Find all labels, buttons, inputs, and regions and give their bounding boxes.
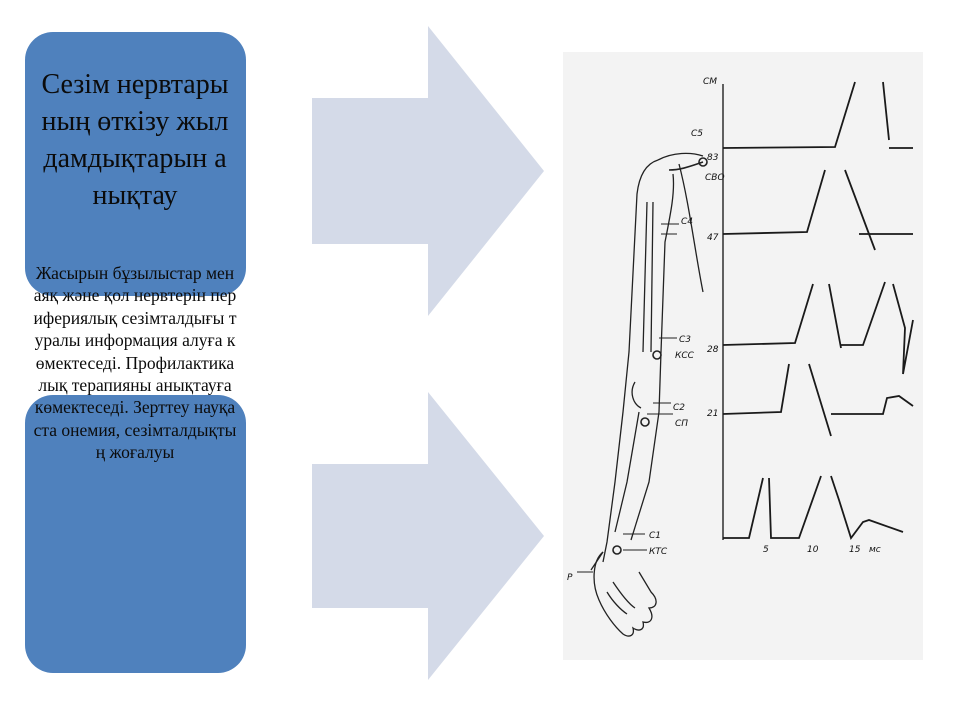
c5-label: C5 xyxy=(691,129,704,139)
trace-value: 47 xyxy=(707,233,719,243)
x-tick: 10 xyxy=(807,545,819,555)
description-text: Жасырын бұзылыстар мен аяқ және қол нервтерін перифериялық сезімталдығы туралы информация алуға көмектеседі. Профилактикалық терапияны анықтауға көмектеседі. Зерттеу науқаста онемия, сезімталдықтың жоғалуы xyxy=(33,263,237,463)
sp-label: СП xyxy=(675,419,689,429)
kss-label: КСС xyxy=(675,351,694,361)
x-tick: 5 xyxy=(763,545,769,555)
svo-label: СВО xyxy=(705,173,725,183)
right-arrow-icon xyxy=(312,26,544,316)
trace-value: 21 xyxy=(707,409,719,419)
c3-label: C3 xyxy=(679,335,692,345)
c1-label: C1 xyxy=(649,531,662,541)
trace-value: 83 xyxy=(707,153,719,163)
right-arrow-icon xyxy=(312,392,544,680)
ms-label: мс xyxy=(869,545,881,555)
c2-label: C2 xyxy=(673,403,686,413)
r-label: Р xyxy=(567,573,573,583)
kts-label: КТС xyxy=(649,547,668,557)
slide-title: Сезім нервтарының өткізу жылдамдықтарын анықтау xyxy=(41,69,229,211)
nerve-conduction-figure xyxy=(563,52,923,660)
c4-label: C4 xyxy=(681,217,694,227)
trace-value: 28 xyxy=(707,345,719,355)
x-tick: 15 xyxy=(849,545,861,555)
sm-label: СМ xyxy=(703,77,718,87)
